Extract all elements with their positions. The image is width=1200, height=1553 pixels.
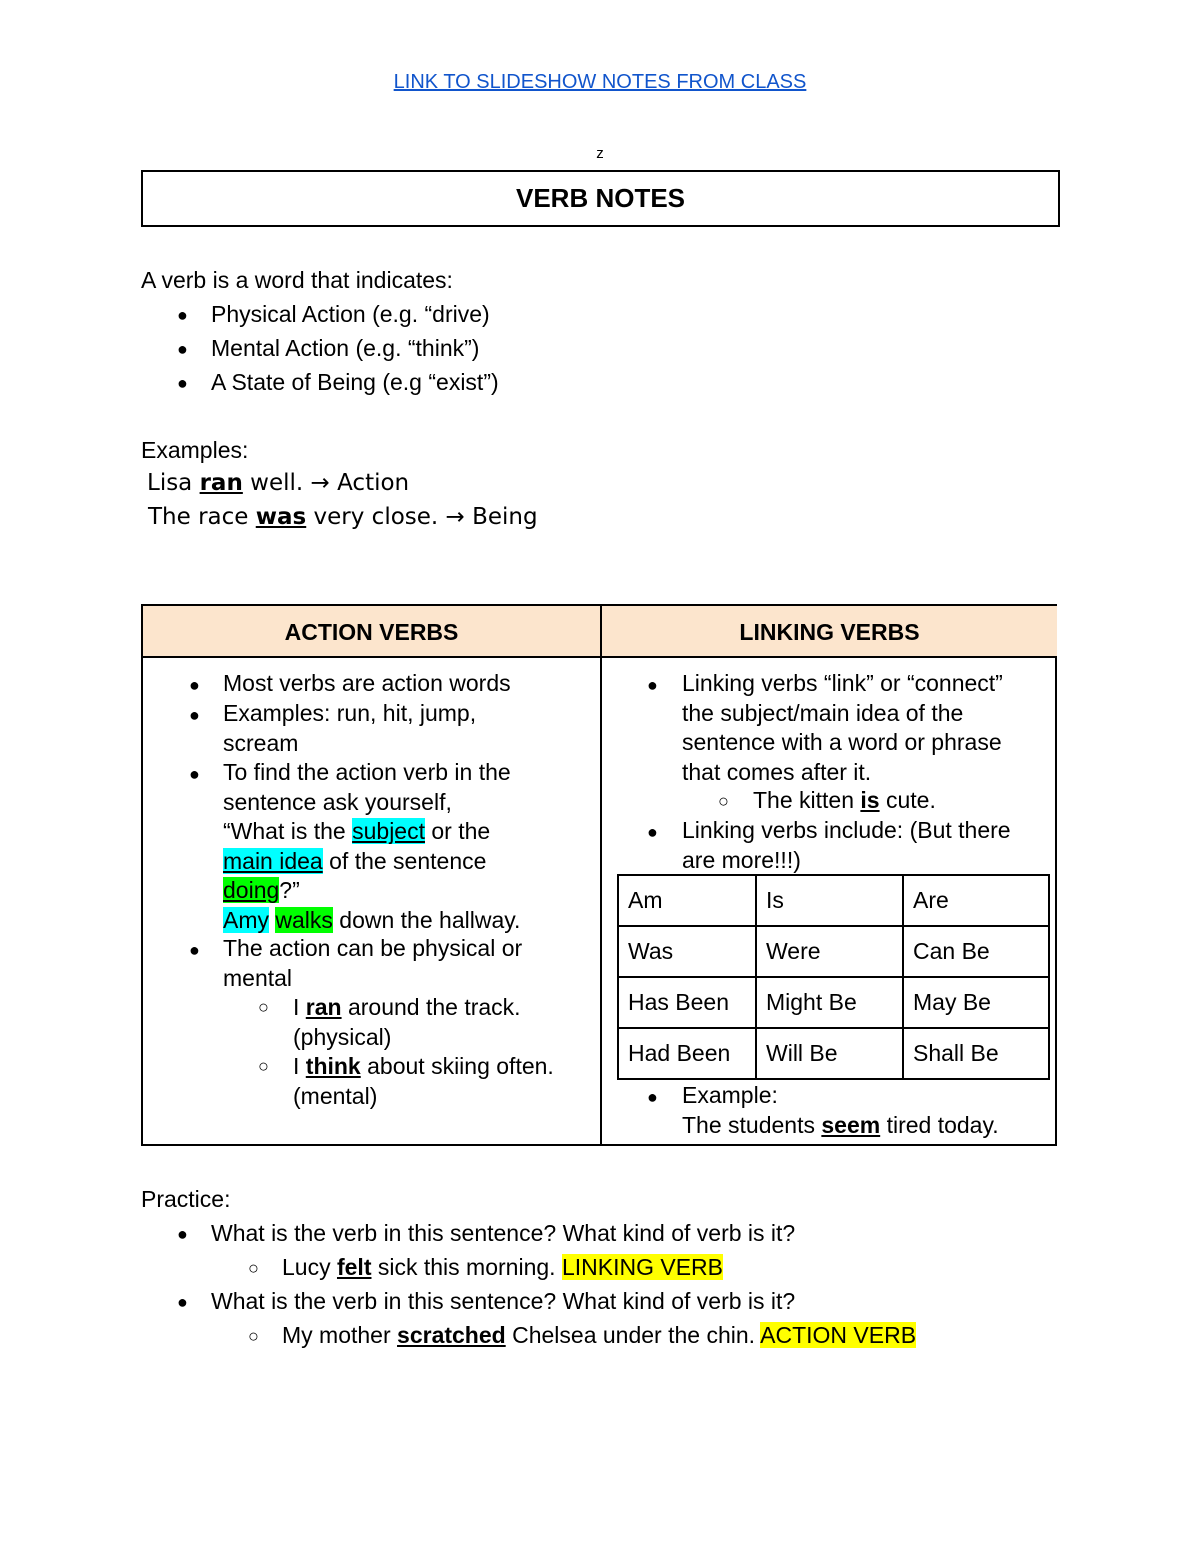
bullet-dot-icon: ● — [177, 1224, 188, 1244]
bullet-dot-icon: ● — [189, 705, 200, 725]
examples-heading: Examples: — [141, 437, 249, 463]
table-cell: Has Been — [618, 977, 756, 1028]
bullet-dot-icon: ● — [177, 373, 188, 393]
example-action: Lisa ran well. → Action — [147, 470, 410, 496]
table-row — [618, 977, 1049, 1028]
table-row — [618, 875, 1049, 926]
bullet-dot-icon: ● — [647, 1087, 658, 1107]
table-cell: Shall Be — [903, 1028, 1049, 1079]
definition-bullet: Physical Action (e.g. “drive) — [211, 301, 490, 327]
example-subject-highlight: Amy — [223, 906, 269, 933]
action-bullet-text: To find the action verb in the sentence ask yourself, “What is the subject or the main idea of the sentence doing?” Amy walks down the hallway. — [223, 759, 521, 933]
bullet-dot-icon: ● — [177, 1292, 188, 1312]
bullet-dot-icon: ● — [189, 940, 200, 960]
linking-bullet-text: Linking verbs include: (But there are more!!!) — [682, 817, 1011, 873]
example-verb: ran — [199, 470, 243, 496]
table-cell: Were — [756, 926, 903, 977]
hollow-bullet-icon: ○ — [248, 1258, 259, 1278]
hollow-bullet-icon: ○ — [258, 1056, 269, 1076]
definition-bullet: A State of Being (e.g “exist”) — [211, 369, 499, 395]
table-cell: Was — [618, 926, 756, 977]
action-bullet-text: The action can be physical or mental — [223, 935, 523, 991]
table-cell: Is — [756, 875, 903, 926]
bullet-dot-icon: ● — [177, 305, 188, 325]
table-cell: Will Be — [756, 1028, 903, 1079]
stray-mark: z — [596, 145, 604, 162]
practice-answer: My mother scratched Chelsea under the chin. ACTION VERB — [282, 1322, 917, 1348]
linking-verbs-header: LINKING VERBS — [602, 606, 1057, 658]
example-being: The race was very close. → Being — [148, 504, 538, 530]
subject-highlight: subject — [352, 818, 425, 844]
table-row — [618, 1028, 1049, 1079]
bullet-dot-icon: ● — [177, 339, 188, 359]
table-cell: Am — [618, 875, 756, 926]
bullet-dot-icon: ● — [647, 675, 658, 695]
practice-question: What is the verb in this sentence? What kind of verb is it? — [211, 1220, 796, 1246]
linking-verbs-list-table — [617, 874, 1050, 1080]
example-verb: was — [255, 504, 307, 530]
table-row — [618, 926, 1049, 977]
linking-bullet-text: Linking verbs “link” or “connect” the subject/main idea of the sentence with a word or phrase that comes after it. — [682, 670, 1003, 785]
hollow-bullet-icon: ○ — [258, 997, 269, 1017]
table-cell: Might Be — [756, 977, 903, 1028]
hollow-bullet-icon: ○ — [718, 791, 729, 811]
table-cell: Are — [903, 875, 1049, 926]
action-bullet-text: Examples: run, hit, jump, scream — [223, 700, 477, 756]
definition-bullet: Mental Action (e.g. “think”) — [211, 335, 480, 361]
linking-example: Example: The students seem tired today. — [682, 1082, 999, 1138]
action-bullet-text: Most verbs are action words — [223, 670, 511, 696]
action-sub-example: I ran around the track. (physical) — [293, 994, 521, 1050]
hollow-bullet-icon: ○ — [248, 1326, 259, 1346]
practice-answer: Lucy felt sick this morning. LINKING VERB — [282, 1254, 723, 1280]
answer-highlight: LINKING VERB — [561, 1254, 723, 1280]
slideshow-notes-link[interactable]: LINK TO SLIDESHOW NOTES FROM CLASS — [393, 71, 807, 93]
answer-highlight: ACTION VERB — [760, 1322, 917, 1348]
table-cell: May Be — [903, 977, 1049, 1028]
bullet-dot-icon: ● — [647, 822, 658, 842]
table-cell: Had Been — [618, 1028, 756, 1079]
action-sub-example: I think about skiing often. (mental) — [293, 1053, 554, 1109]
column-divider — [600, 606, 602, 1144]
bullet-dot-icon: ● — [189, 675, 200, 695]
bullet-dot-icon: ● — [189, 764, 200, 784]
definition-lead: A verb is a word that indicates: — [141, 267, 453, 293]
table-cell: Can Be — [903, 926, 1049, 977]
example-verb-highlight: walks — [275, 906, 333, 933]
linking-sub-example: The kitten is cute. — [753, 787, 936, 813]
action-verbs-header: ACTION VERBS — [143, 606, 600, 658]
main-idea-highlight: main idea — [223, 847, 323, 874]
practice-heading: Practice: — [141, 1186, 231, 1212]
practice-question: What is the verb in this sentence? What kind of verb is it? — [211, 1288, 796, 1314]
page-title: VERB NOTES — [141, 170, 1060, 227]
doing-highlight: doing — [223, 877, 280, 903]
